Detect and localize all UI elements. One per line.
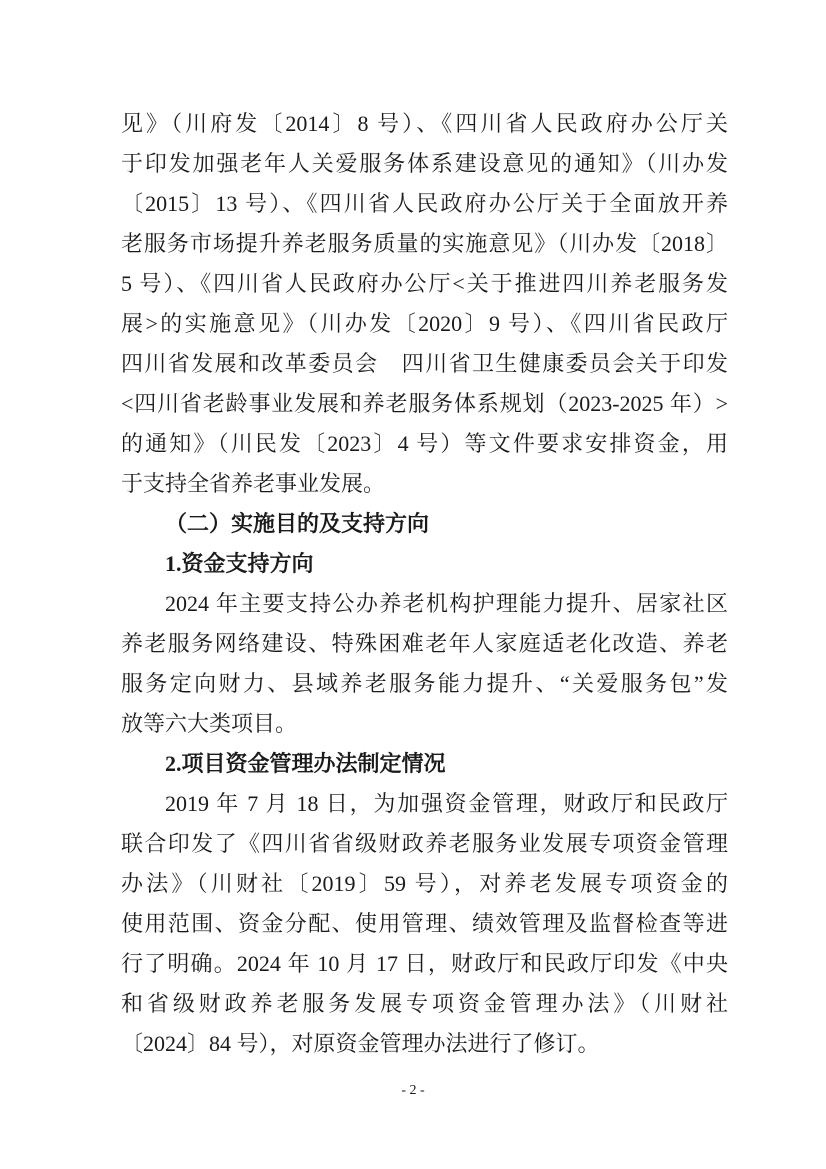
page-number: - 2 - — [401, 1083, 425, 1098]
text-line: 四川省发展和改革委员会 四川省卫生健康委员会关于印发 — [121, 351, 728, 376]
section-heading — [121, 504, 728, 544]
paragraph — [121, 584, 728, 744]
section-heading — [121, 744, 728, 784]
text-line: 行了明确。2024 年 10 月 17 日，财政厅和民政厅印发《中央 — [121, 951, 728, 976]
text-line: 使用范围、资金分配、使用管理、绩效管理及监督检查等进 — [121, 911, 728, 936]
text-line: <四川省老龄事业发展和养老服务体系规划（2023-2025 年）> — [121, 391, 728, 416]
page-footer — [0, 1082, 826, 1100]
text-line: 2024 年主要支持公办养老机构护理能力提升、居家社区 — [165, 591, 728, 616]
text-line: 2.项目资金管理办法制定情况 — [165, 751, 446, 776]
document-body — [121, 104, 728, 1064]
text-line: 和省级财政养老服务发展专项资金管理办法》（川财社 — [121, 991, 728, 1016]
text-line: 老服务市场提升养老服务质量的实施意见》（川办发〔2018〕 — [121, 231, 728, 256]
text-line: 展>的实施意见》（川办发〔2020〕9 号）、《四川省民政厅 — [121, 311, 728, 336]
text-line: 放等六大类项目。 — [121, 711, 298, 736]
text-line: 于印发加强老年人关爱服务体系建设意见的通知》（川办发 — [121, 151, 728, 176]
text-line: 联合印发了《四川省省级财政养老服务业发展专项资金管理 — [121, 831, 728, 856]
text-line: 办法》（川财社〔2019〕59 号），对养老发展专项资金的 — [121, 871, 728, 896]
text-line: 5 号）、《四川省人民政府办公厅<关于推进四川养老服务发 — [121, 271, 728, 296]
text-line: （二）实施目的及支持方向 — [165, 511, 430, 536]
text-line: 1.资金支持方向 — [165, 551, 314, 576]
text-line: 于支持全省养老事业发展。 — [121, 471, 386, 496]
section-heading — [121, 544, 728, 584]
text-line: 〔2015〕13 号）、《四川省人民政府办公厅关于全面放开养 — [121, 191, 728, 216]
text-line: 〔2024〕84 号），对原资金管理办法进行了修订。 — [121, 1031, 600, 1056]
paragraph — [121, 784, 728, 1064]
text-line: 养老服务网络建设、特殊困难老年人家庭适老化改造、养老 — [121, 631, 728, 656]
text-line: 的通知》（川民发〔2023〕4 号）等文件要求安排资金，用 — [121, 431, 728, 456]
paragraph — [121, 104, 728, 504]
text-line: 见》（川府发〔2014〕8 号）、《四川省人民政府办公厅关 — [121, 111, 728, 136]
text-line: 服务定向财力、县域养老服务能力提升、“关爱服务包”发 — [121, 671, 728, 696]
text-line: 2019 年 7 月 18 日，为加强资金管理，财政厅和民政厅 — [165, 791, 728, 816]
